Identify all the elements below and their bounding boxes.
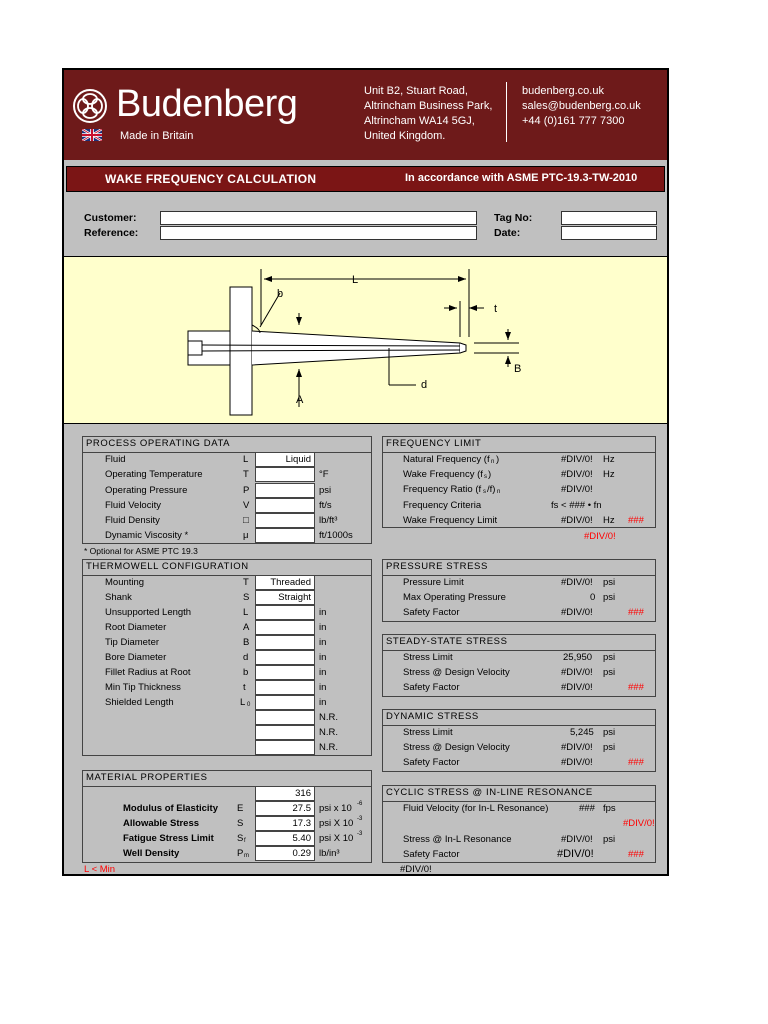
pressure-stress-panel	[382, 559, 656, 622]
allowable-stress-value[interactable]: 17.3	[255, 816, 315, 831]
material-row: Fatigue Stress Limit S f 5.40 psi X 10 -3	[123, 831, 363, 844]
header-divider	[506, 82, 507, 142]
mounting-select[interactable]: Threaded	[255, 575, 315, 590]
dim-label-B: B	[514, 363, 522, 375]
address-line: Unit B2, Stuart Road,	[364, 85, 468, 97]
process-row: Fluid Density □ lb/ft³	[105, 515, 338, 526]
brand-name: Budenberg	[116, 83, 298, 125]
frequency-row: Natural Frequency (f n ) #DIV/0! Hz	[403, 454, 615, 465]
well-density-value[interactable]: 0.29	[255, 846, 315, 861]
dim-label-d: d	[421, 379, 428, 391]
reference-label: Reference:	[84, 227, 139, 239]
process-row: Operating Pressure P psi	[105, 485, 332, 496]
frequency-limit-panel	[382, 436, 656, 528]
wake-frequency-limit-value: #DIV/0!	[561, 515, 593, 526]
cyclic-row: Stress @ In-L Resonance #DIV/0! psi	[403, 834, 616, 845]
dim-label-t: t	[494, 303, 498, 315]
tag-field[interactable]	[561, 211, 657, 225]
budenberg-logo-icon	[72, 88, 108, 124]
address-line: Altrincham WA14 5GJ,	[364, 115, 475, 127]
config-row: Root Diameter A in	[105, 622, 327, 633]
fluid-input[interactable]: Liquid	[255, 452, 315, 467]
panel-title: FREQUENCY LIMIT	[383, 437, 655, 453]
density-input[interactable]	[255, 513, 315, 528]
frequency-flag: ###	[628, 515, 644, 526]
customer-label: Customer:	[84, 212, 137, 224]
reference-field[interactable]	[160, 226, 477, 240]
material-row: Modulus of Elasticity E 27.5 psi x 10 -6	[123, 801, 363, 814]
header-banner	[64, 70, 667, 160]
nr-input[interactable]	[255, 740, 315, 755]
dynamic-row: Safety Factor #DIV/0! ###	[403, 757, 644, 768]
material-row: Allowable Stress S 17.3 psi X 10 -3	[123, 816, 363, 829]
address-line: Altrincham Business Park,	[364, 100, 493, 112]
pressure-row: Pressure Limit #DIV/0! psi	[403, 577, 616, 588]
process-row: Dynamic Viscosity * μ ft/1000s	[105, 530, 353, 541]
thermowell-diagram	[64, 256, 667, 424]
viscosity-input[interactable]	[255, 528, 315, 543]
uk-flag-icon	[82, 129, 102, 141]
standard-reference: In accordance with ASME PTC-19.3-TW-2010	[405, 172, 638, 184]
shank-select[interactable]: Straight	[255, 590, 315, 605]
made-in-britain: Made in Britain	[120, 130, 194, 142]
config-row: Min Tip Thickness t in	[105, 682, 327, 693]
date-label: Date:	[494, 227, 521, 239]
pressure-row: Safety Factor #DIV/0! ###	[403, 607, 644, 618]
pressure-input[interactable]	[255, 483, 315, 498]
frequency-row: Frequency Ratio (f s /f) n #DIV/0!	[403, 484, 593, 495]
address-block	[364, 84, 492, 144]
frequency-error: #DIV/0!	[584, 531, 616, 542]
title-bar	[66, 166, 665, 192]
unsupported-length-input[interactable]	[255, 605, 315, 620]
velocity-input[interactable]	[255, 498, 315, 513]
temperature-input[interactable]	[255, 467, 315, 482]
length-warning: L < Min	[84, 864, 116, 875]
material-properties-panel	[82, 770, 372, 863]
phone-number: +44 (0)161 777 7300	[522, 115, 625, 127]
dynamic-row: Stress @ Design Velocity #DIV/0! psi	[403, 742, 616, 753]
steady-row: Safety Factor #DIV/0! ###	[403, 682, 644, 693]
wake-frequency-value: #DIV/0!	[561, 469, 593, 480]
dynamic-stress-panel	[382, 709, 656, 772]
fillet-radius-input[interactable]	[255, 665, 315, 680]
cyclic-stress-panel	[382, 785, 656, 863]
frequency-row: Wake Frequency (f s ) #DIV/0! Hz	[403, 469, 615, 480]
thermowell-configuration-panel	[82, 559, 372, 756]
process-row: Fluid L Liquid	[83, 452, 371, 467]
customer-field[interactable]	[160, 211, 477, 225]
material-row: Well Density P m 0.29 lb/in³	[123, 848, 340, 859]
dim-label-L: L	[352, 274, 359, 286]
cyclic-row: Safety Factor #DIV/0! ###	[403, 848, 644, 860]
config-row: N.R.	[83, 740, 371, 755]
cyclic-row: #DIV/0!	[623, 818, 655, 829]
panel-title: PROCESS OPERATING DATA	[83, 437, 371, 453]
nr-input[interactable]	[255, 710, 315, 725]
steady-row: Stress Limit 25,950 psi	[403, 652, 616, 663]
frequency-row: Wake Frequency Limit #DIV/0! Hz ###	[403, 515, 644, 526]
panel-title: STEADY-STATE STRESS	[383, 635, 655, 651]
contact-block	[522, 84, 641, 129]
config-row: Tip Diameter B in	[105, 637, 327, 648]
cyclic-result: #DIV/0!	[400, 864, 432, 875]
process-row: Fluid Velocity V ft/s	[105, 500, 332, 511]
config-row: Bore Diameter d in	[105, 652, 327, 663]
dim-label-A: A	[296, 394, 304, 406]
material-row	[83, 786, 371, 801]
dynamic-row: Stress Limit 5,245 psi	[403, 727, 616, 738]
config-row: Fillet Radius at Root b in	[105, 667, 327, 678]
frequency-criteria-value: fs < ### • fn	[551, 500, 602, 511]
nr-input[interactable]	[255, 725, 315, 740]
frequency-row: Frequency Criteria fs < ### • fn	[403, 500, 602, 511]
address-line: United Kingdom.	[364, 130, 446, 142]
shielded-length-input[interactable]	[255, 695, 315, 710]
panel-title: MATERIAL PROPERTIES	[83, 771, 371, 787]
pressure-row: Max Operating Pressure 0 psi	[403, 592, 616, 603]
root-diameter-input[interactable]	[255, 620, 315, 635]
website-link[interactable]: budenberg.co.uk	[522, 85, 604, 97]
config-row: Shielded Length L 0 in	[105, 697, 327, 708]
email-link[interactable]: sales@budenberg.co.uk	[522, 100, 641, 112]
config-row: Mounting T Threaded	[83, 575, 371, 590]
date-field[interactable]	[561, 226, 657, 240]
config-row: Unsupported Length L in	[105, 607, 327, 618]
steady-state-stress-panel	[382, 634, 656, 697]
thermowell-drawing	[64, 257, 667, 423]
modulus-value[interactable]: 27.5	[255, 801, 315, 816]
tip-thickness-input[interactable]	[255, 680, 315, 695]
frequency-ratio-value: #DIV/0!	[561, 484, 593, 495]
panel-title: THERMOWELL CONFIGURATION	[83, 560, 371, 576]
process-row: Operating Temperature T °F	[105, 469, 329, 480]
page-title: WAKE FREQUENCY CALCULATION	[105, 172, 317, 186]
cyclic-row: Fluid Velocity (for In-L Resonance) ### fps	[403, 803, 616, 814]
config-row: N.R.	[83, 710, 371, 725]
panel-title: CYCLIC STRESS @ IN-LINE RESONANCE	[383, 786, 655, 802]
tag-label: Tag No:	[494, 212, 533, 224]
tip-diameter-input[interactable]	[255, 635, 315, 650]
material-grade-select[interactable]: 316	[255, 786, 315, 801]
dim-label-b: b	[277, 288, 284, 300]
config-row: N.R.	[83, 725, 371, 740]
bore-diameter-input[interactable]	[255, 650, 315, 665]
fatigue-limit-value[interactable]: 5.40	[255, 831, 315, 846]
optional-note: * Optional for ASME PTC 19.3	[84, 546, 198, 556]
process-operating-panel	[82, 436, 372, 544]
panel-title: DYNAMIC STRESS	[383, 710, 655, 726]
config-row: Shank S Straight	[83, 590, 371, 605]
natural-frequency-value: #DIV/0!	[561, 454, 593, 465]
panel-title: PRESSURE STRESS	[383, 560, 655, 576]
steady-row: Stress @ Design Velocity #DIV/0! psi	[403, 667, 616, 678]
calculation-sheet	[62, 68, 669, 876]
